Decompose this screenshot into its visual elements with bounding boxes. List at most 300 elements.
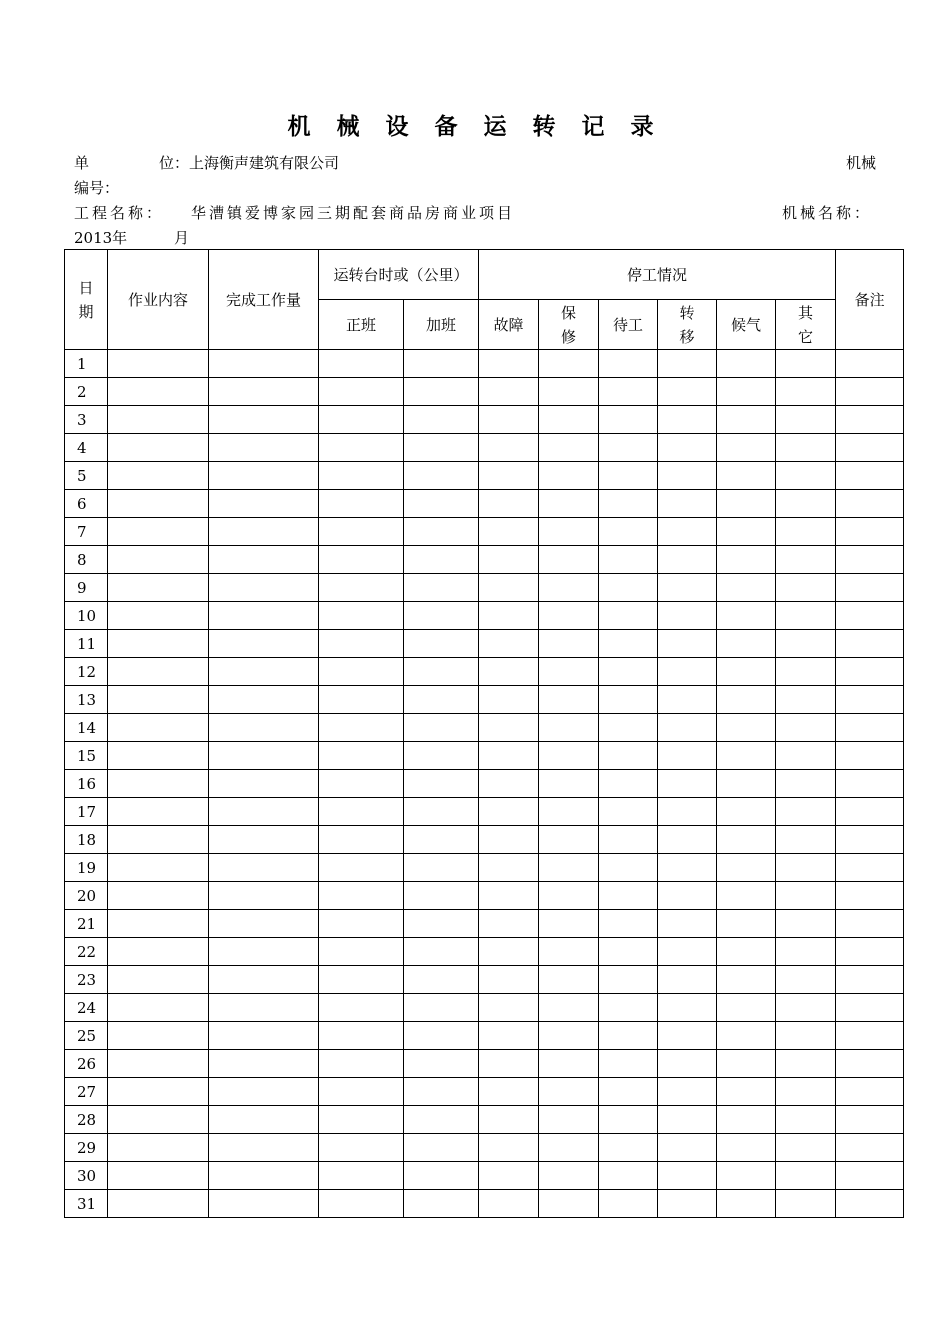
work-content-cell: [108, 854, 209, 882]
completed-volume-cell: [209, 574, 319, 602]
transfer-cell: [658, 378, 717, 406]
other-cell: [776, 854, 836, 882]
weather-cell: [717, 574, 776, 602]
fault-cell: [479, 798, 539, 826]
maintenance-cell: [539, 854, 599, 882]
runtime-overtime-cell: [404, 378, 479, 406]
waiting-cell: [599, 1190, 658, 1218]
waiting-cell: [599, 434, 658, 462]
other-cell: [776, 686, 836, 714]
table-row: [65, 434, 904, 462]
other-cell: [776, 602, 836, 630]
day-number: 25: [65, 1022, 108, 1050]
table-row: [65, 350, 904, 378]
maintenance-cell: [539, 686, 599, 714]
completed-volume-cell: [209, 518, 319, 546]
waiting-cell: [599, 798, 658, 826]
other-cell: [776, 546, 836, 574]
month-label: 月: [174, 229, 190, 247]
table-row: [65, 1134, 904, 1162]
other-cell: [776, 910, 836, 938]
transfer-cell: [658, 994, 717, 1022]
other-cell: [776, 966, 836, 994]
table-row: [65, 910, 904, 938]
fault-cell: [479, 518, 539, 546]
runtime-regular-cell: [319, 490, 404, 518]
maintenance-cell: [539, 630, 599, 658]
runtime-overtime-cell: [404, 770, 479, 798]
maintenance-cell: [539, 1190, 599, 1218]
year-label: 2013年: [74, 229, 128, 247]
fault-cell: [479, 686, 539, 714]
machine-no-label-a: 机械: [846, 154, 877, 172]
work-content-cell: [108, 938, 209, 966]
runtime-overtime-cell: [404, 434, 479, 462]
completed-volume-cell: [209, 602, 319, 630]
weather-cell: [717, 770, 776, 798]
weather-cell: [717, 994, 776, 1022]
day-number: 7: [65, 518, 108, 546]
completed-volume-cell: [209, 714, 319, 742]
maintenance-cell: [539, 574, 599, 602]
runtime-overtime-cell: [404, 462, 479, 490]
remarks-cell: [836, 966, 904, 994]
fault-cell: [479, 434, 539, 462]
waiting-cell: [599, 1022, 658, 1050]
table-row: [65, 686, 904, 714]
runtime-regular-cell: [319, 350, 404, 378]
maintenance-cell: [539, 770, 599, 798]
work-content-cell: [108, 546, 209, 574]
work-content-cell: [108, 1078, 209, 1106]
table-row: [65, 574, 904, 602]
work-content-cell: [108, 686, 209, 714]
runtime-overtime-cell: [404, 994, 479, 1022]
weather-cell: [717, 602, 776, 630]
remarks-cell: [836, 658, 904, 686]
fault-cell: [479, 658, 539, 686]
waiting-cell: [599, 350, 658, 378]
maintenance-cell: [539, 462, 599, 490]
fault-cell: [479, 574, 539, 602]
day-number: 3: [65, 406, 108, 434]
table-row: [65, 658, 904, 686]
transfer-cell: [658, 1022, 717, 1050]
maintenance-cell: [539, 378, 599, 406]
transfer-cell: [658, 686, 717, 714]
weather-cell: [717, 686, 776, 714]
runtime-regular-cell: [319, 518, 404, 546]
runtime-overtime-cell: [404, 1078, 479, 1106]
work-content-cell: [108, 1134, 209, 1162]
maintenance-cell: [539, 406, 599, 434]
other-cell: [776, 1022, 836, 1050]
other-cell: [776, 350, 836, 378]
remarks-cell: [836, 686, 904, 714]
table-row: [65, 602, 904, 630]
header-row-1: [65, 250, 904, 300]
day-number: 20: [65, 882, 108, 910]
day-number: 10: [65, 602, 108, 630]
maintenance-cell: [539, 350, 599, 378]
runtime-overtime-cell: [404, 798, 479, 826]
day-number: 8: [65, 546, 108, 574]
work-content-cell: [108, 1050, 209, 1078]
runtime-overtime-cell: [404, 350, 479, 378]
runtime-overtime-cell: [404, 966, 479, 994]
remarks-cell: [836, 546, 904, 574]
maintenance-cell: [539, 1050, 599, 1078]
table-row: [65, 742, 904, 770]
transfer-cell: [658, 434, 717, 462]
maintenance-cell: [539, 518, 599, 546]
waiting-cell: [599, 742, 658, 770]
waiting-cell: [599, 602, 658, 630]
other-cell: [776, 770, 836, 798]
work-content-cell: [108, 826, 209, 854]
fault-cell: [479, 742, 539, 770]
work-content-cell: [108, 714, 209, 742]
weather-cell: [717, 1162, 776, 1190]
transfer-cell: [658, 826, 717, 854]
runtime-regular-cell: [319, 1022, 404, 1050]
maintenance-cell: [539, 798, 599, 826]
transfer-cell: [658, 490, 717, 518]
fault-cell: [479, 1106, 539, 1134]
table-row: [65, 546, 904, 574]
weather-cell: [717, 882, 776, 910]
completed-volume-cell: [209, 434, 319, 462]
runtime-overtime-cell: [404, 406, 479, 434]
other-cell: [776, 882, 836, 910]
waiting-cell: [599, 966, 658, 994]
day-number: 19: [65, 854, 108, 882]
remarks-cell: [836, 1106, 904, 1134]
table-row: [65, 714, 904, 742]
day-number: 30: [65, 1162, 108, 1190]
remarks-cell: [836, 434, 904, 462]
runtime-regular-cell: [319, 1106, 404, 1134]
unit-label-a: 单: [74, 154, 90, 172]
fault-cell: [479, 966, 539, 994]
transfer-cell: [658, 742, 717, 770]
runtime-regular-cell: [319, 406, 404, 434]
maintenance-cell: [539, 994, 599, 1022]
day-number: 13: [65, 686, 108, 714]
weather-cell: [717, 1022, 776, 1050]
remarks-cell: [836, 1022, 904, 1050]
runtime-regular-cell: [319, 826, 404, 854]
completed-volume-cell: [209, 882, 319, 910]
other-cell: [776, 1050, 836, 1078]
maintenance-cell: [539, 490, 599, 518]
runtime-overtime-cell: [404, 1106, 479, 1134]
remarks-cell: [836, 994, 904, 1022]
waiting-cell: [599, 994, 658, 1022]
other-cell: [776, 994, 836, 1022]
completed-volume-cell: [209, 1134, 319, 1162]
other-cell: [776, 434, 836, 462]
remarks-cell: [836, 378, 904, 406]
transfer-cell: [658, 658, 717, 686]
other-cell: [776, 1162, 836, 1190]
completed-volume-cell: [209, 350, 319, 378]
maintenance-cell: [539, 658, 599, 686]
completed-volume-cell: [209, 798, 319, 826]
transfer-cell: [658, 546, 717, 574]
fault-cell: [479, 546, 539, 574]
transfer-cell: [658, 1050, 717, 1078]
maintenance-cell: [539, 910, 599, 938]
completed-volume-cell: [209, 462, 319, 490]
day-number: 15: [65, 742, 108, 770]
day-number: 31: [65, 1190, 108, 1218]
runtime-regular-cell: [319, 1190, 404, 1218]
table-row: [65, 770, 904, 798]
day-number: 16: [65, 770, 108, 798]
fault-cell: [479, 826, 539, 854]
maintenance-cell: [539, 1134, 599, 1162]
runtime-overtime-cell: [404, 882, 479, 910]
waiting-cell: [599, 854, 658, 882]
runtime-regular-cell: [319, 686, 404, 714]
remarks-cell: [836, 1134, 904, 1162]
other-cell: [776, 742, 836, 770]
weather-cell: [717, 1134, 776, 1162]
runtime-overtime-cell: [404, 658, 479, 686]
table-row: [65, 1022, 904, 1050]
remarks-cell: [836, 574, 904, 602]
weather-cell: [717, 546, 776, 574]
runtime-regular-cell: [319, 1134, 404, 1162]
runtime-overtime-cell: [404, 1022, 479, 1050]
transfer-cell: [658, 882, 717, 910]
runtime-overtime-cell: [404, 742, 479, 770]
runtime-regular-cell: [319, 574, 404, 602]
maintenance-cell: [539, 602, 599, 630]
header-runtime: 运转台时或（公里）: [319, 250, 479, 300]
runtime-regular-cell: [319, 882, 404, 910]
runtime-regular-cell: [319, 630, 404, 658]
work-content-cell: [108, 350, 209, 378]
weather-cell: [717, 714, 776, 742]
completed-volume-cell: [209, 1190, 319, 1218]
remarks-cell: [836, 826, 904, 854]
day-number: 24: [65, 994, 108, 1022]
other-cell: [776, 1134, 836, 1162]
runtime-overtime-cell: [404, 546, 479, 574]
runtime-regular-cell: [319, 770, 404, 798]
header-fault: 故障: [479, 300, 539, 350]
waiting-cell: [599, 574, 658, 602]
runtime-regular-cell: [319, 1162, 404, 1190]
day-number: 14: [65, 714, 108, 742]
document-title: 机 械 设 备 运 转 记 录: [287, 114, 663, 140]
other-cell: [776, 462, 836, 490]
fault-cell: [479, 938, 539, 966]
machine-no-label-b: 编号：: [74, 179, 120, 197]
maintenance-cell: [539, 826, 599, 854]
transfer-cell: [658, 518, 717, 546]
completed-volume-cell: [209, 1050, 319, 1078]
completed-volume-cell: [209, 966, 319, 994]
other-cell: [776, 406, 836, 434]
other-cell: [776, 1106, 836, 1134]
runtime-overtime-cell: [404, 714, 479, 742]
table-row: [65, 994, 904, 1022]
runtime-regular-cell: [319, 938, 404, 966]
work-content-cell: [108, 742, 209, 770]
work-content-cell: [108, 602, 209, 630]
work-content-cell: [108, 910, 209, 938]
work-content-cell: [108, 518, 209, 546]
fault-cell: [479, 1022, 539, 1050]
waiting-cell: [599, 630, 658, 658]
runtime-overtime-cell: [404, 1050, 479, 1078]
unit-label-b: 位：上海衡声建筑有限公司: [159, 154, 340, 172]
completed-volume-cell: [209, 658, 319, 686]
day-number: 1: [65, 350, 108, 378]
completed-volume-cell: [209, 826, 319, 854]
completed-volume-cell: [209, 770, 319, 798]
day-number: 26: [65, 1050, 108, 1078]
runtime-overtime-cell: [404, 854, 479, 882]
waiting-cell: [599, 490, 658, 518]
table-row: [65, 378, 904, 406]
fault-cell: [479, 462, 539, 490]
remarks-cell: [836, 350, 904, 378]
weather-cell: [717, 462, 776, 490]
header-work-content: 作业内容: [108, 250, 209, 350]
transfer-cell: [658, 770, 717, 798]
header-weather: 候气: [717, 300, 776, 350]
fault-cell: [479, 378, 539, 406]
transfer-cell: [658, 1162, 717, 1190]
day-number: 5: [65, 462, 108, 490]
day-number: 27: [65, 1078, 108, 1106]
runtime-overtime-cell: [404, 1162, 479, 1190]
other-cell: [776, 630, 836, 658]
remarks-cell: [836, 1078, 904, 1106]
work-content-cell: [108, 882, 209, 910]
weather-cell: [717, 1190, 776, 1218]
runtime-regular-cell: [319, 966, 404, 994]
runtime-overtime-cell: [404, 602, 479, 630]
waiting-cell: [599, 1134, 658, 1162]
transfer-cell: [658, 462, 717, 490]
waiting-cell: [599, 686, 658, 714]
header-transfer: 转移: [658, 300, 717, 350]
weather-cell: [717, 658, 776, 686]
remarks-cell: [836, 798, 904, 826]
header-other: 其它: [776, 300, 836, 350]
day-number: 6: [65, 490, 108, 518]
day-number: 23: [65, 966, 108, 994]
fault-cell: [479, 1078, 539, 1106]
work-content-cell: [108, 966, 209, 994]
runtime-regular-cell: [319, 910, 404, 938]
waiting-cell: [599, 770, 658, 798]
fault-cell: [479, 882, 539, 910]
maintenance-cell: [539, 714, 599, 742]
remarks-cell: [836, 1050, 904, 1078]
weather-cell: [717, 1050, 776, 1078]
runtime-overtime-cell: [404, 826, 479, 854]
fault-cell: [479, 630, 539, 658]
table-row: [65, 462, 904, 490]
work-content-cell: [108, 1106, 209, 1134]
runtime-regular-cell: [319, 994, 404, 1022]
table-row: [65, 1106, 904, 1134]
waiting-cell: [599, 1106, 658, 1134]
completed-volume-cell: [209, 938, 319, 966]
other-cell: [776, 714, 836, 742]
header-completed-volume: 完成工作量: [209, 250, 319, 350]
fault-cell: [479, 1134, 539, 1162]
completed-volume-cell: [209, 910, 319, 938]
completed-volume-cell: [209, 742, 319, 770]
day-number: 2: [65, 378, 108, 406]
completed-volume-cell: [209, 1106, 319, 1134]
day-number: 11: [65, 630, 108, 658]
runtime-regular-cell: [319, 1050, 404, 1078]
day-number: 28: [65, 1106, 108, 1134]
runtime-overtime-cell: [404, 630, 479, 658]
maintenance-cell: [539, 1106, 599, 1134]
fault-cell: [479, 490, 539, 518]
day-number: 17: [65, 798, 108, 826]
transfer-cell: [658, 966, 717, 994]
day-number: 4: [65, 434, 108, 462]
table-row: [65, 630, 904, 658]
work-content-cell: [108, 462, 209, 490]
machine-name-label: 机械名称：: [782, 204, 873, 222]
work-content-cell: [108, 798, 209, 826]
maintenance-cell: [539, 882, 599, 910]
waiting-cell: [599, 882, 658, 910]
transfer-cell: [658, 798, 717, 826]
remarks-cell: [836, 882, 904, 910]
waiting-cell: [599, 462, 658, 490]
weather-cell: [717, 966, 776, 994]
table-row: [65, 798, 904, 826]
runtime-overtime-cell: [404, 686, 479, 714]
weather-cell: [717, 742, 776, 770]
runtime-regular-cell: [319, 714, 404, 742]
completed-volume-cell: [209, 378, 319, 406]
work-content-cell: [108, 1022, 209, 1050]
table-row: [65, 1162, 904, 1190]
other-cell: [776, 1078, 836, 1106]
other-cell: [776, 574, 836, 602]
day-number: 9: [65, 574, 108, 602]
header-remarks: 备注: [836, 250, 904, 350]
weather-cell: [717, 1078, 776, 1106]
waiting-cell: [599, 714, 658, 742]
weather-cell: [717, 518, 776, 546]
waiting-cell: [599, 546, 658, 574]
other-cell: [776, 490, 836, 518]
other-cell: [776, 658, 836, 686]
weather-cell: [717, 406, 776, 434]
completed-volume-cell: [209, 1022, 319, 1050]
waiting-cell: [599, 910, 658, 938]
fault-cell: [479, 1162, 539, 1190]
waiting-cell: [599, 826, 658, 854]
remarks-cell: [836, 1162, 904, 1190]
waiting-cell: [599, 1078, 658, 1106]
transfer-cell: [658, 350, 717, 378]
